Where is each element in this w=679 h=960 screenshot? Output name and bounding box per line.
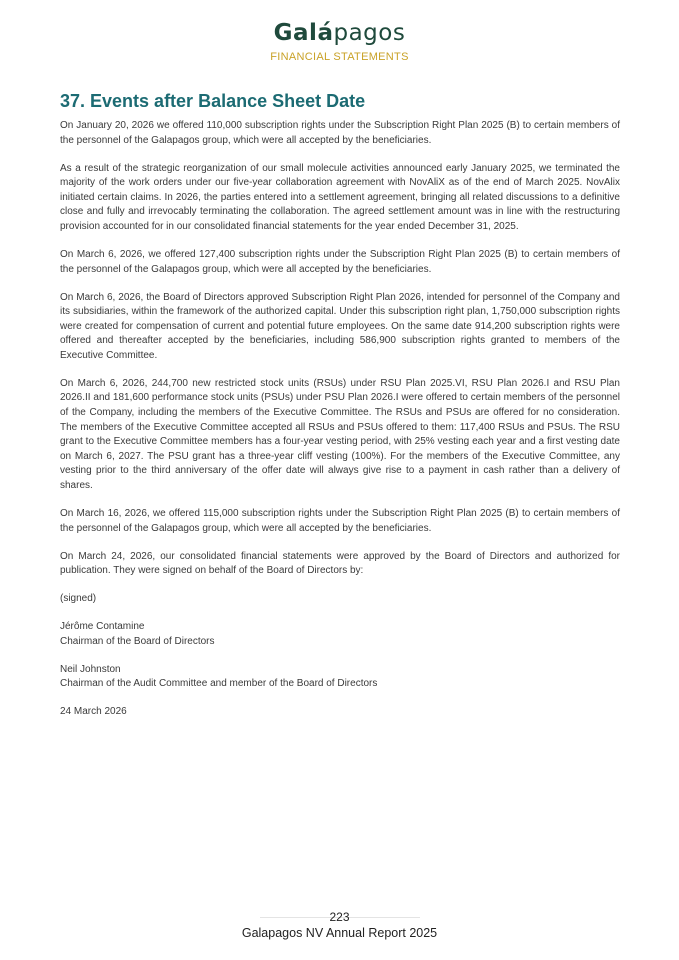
signatory-2-name: Neil Johnston (60, 663, 121, 675)
paragraph-subscription-mar6: On March 6, 2026, we offered 127,400 subscription rights under the Subscription Right Plan 2025 (B) to certain members of the personnel of the Galapagos group, which were all accepted by the beneficiaries. (60, 248, 620, 275)
paragraph-plan-2026: On March 6, 2026, the Board of Directors approved Subscription Right Plan 2026, intended for personnel of the Company and its subsidiaries, within the framework of the authorized capital. Under this subscription right plan, 1,750,000 subscription rights were created for compensation of current and potential future employees. On the same date 914,200 subscription rights were offered and thereafter accepted by the beneficiaries, including 586,900 subscription rights granted to members of the Executive Committee. (60, 291, 620, 361)
page-footer (0, 909, 679, 940)
signatory-2-role: Chairman of the Audit Committee and member of the Board of Directors (60, 678, 378, 690)
logo-light-part: pagos (333, 20, 406, 46)
signatory-1-name: Jérôme Contamine (60, 621, 145, 633)
signature-block (60, 592, 620, 720)
signatory-1-role: Chairman of the Board of Directors (60, 635, 215, 647)
paragraph-rsu-psu: On March 6, 2026, 244,700 new restricted stock units (RSUs) under RSU Plan 2025.VI, RSU Plan 2026.I and RSU Plan 2026.II and 181,600 performance stock units (PSUs) under PSU Plan 2026.I were offered to certain members of the personnel of the Company, including the members of the Executive Committee. The RSUs and PSUs are offered for no consideration. The members of the Executive Committee accepted all RSUs and PSUs offered to them: 117,400 RSUs and PSUs. The RSU grant to the Executive Committee members has a four-year vesting period, with 25% vesting each year and a first vesting date on March 6, 2027. The PSU grant has a three-year cliff vesting (100%). For the members of the Executive Committee, any vesting prior to the third anniversary of the offer date will always give rise to a payment in cash rather than a delivery of shares. (60, 377, 620, 492)
logo-bold-part: Galá (273, 20, 334, 46)
section-label: FINANCIAL STATEMENTS (270, 51, 409, 63)
signatory-2 (60, 663, 620, 692)
paragraph-novalix-settlement: As a result of the strategic reorganization of our small molecule activities announced early January 2025, we terminated the majority of the work orders under our five-year collaboration agreement with NovAliX as of the end of March 2025. NovAlix initiated certain claims. In 2026, the parties entered into a settlement agreement, bringing all related discussions to a definitive close and fully and irrevocably terminating the collaboration. The agreed settlement amount was in line with the restructuring provision accounted for in our consolidated financial statements for the year ended December 31, 2025. (60, 162, 620, 232)
report-title: Galapagos NV Annual Report 2025 (241, 926, 438, 940)
page-number: 223 (329, 910, 350, 924)
signed-note: (signed) (60, 593, 97, 605)
signature-date: 24 March 2026 (60, 706, 127, 718)
section-title: 37. Events after Balance Sheet Date (60, 91, 366, 111)
main-content (60, 90, 620, 733)
paragraph-subscription-jan: On January 20, 2026 we offered 110,000 subscription rights under the Subscription Right Plan 2025 (B) to certain members of the personnel of the Galapagos group, which were all accepted by the beneficiaries. (60, 120, 620, 146)
signatory-1 (60, 620, 620, 649)
galapagos-logo (0, 18, 679, 48)
paragraph-approval: On March 24, 2026, our consolidated financial statements were approved by the Board of Directors and authorized for publication. They were signed on behalf of the Board of Directors by: (60, 550, 620, 577)
paragraph-subscription-mar16: On March 16, 2026, we offered 115,000 subscription rights under the Subscription Right Plan 2025 (B) to certain members of the personnel of the Galapagos group, which were all accepted by the beneficiaries. (60, 508, 620, 534)
page-header (0, 18, 679, 63)
